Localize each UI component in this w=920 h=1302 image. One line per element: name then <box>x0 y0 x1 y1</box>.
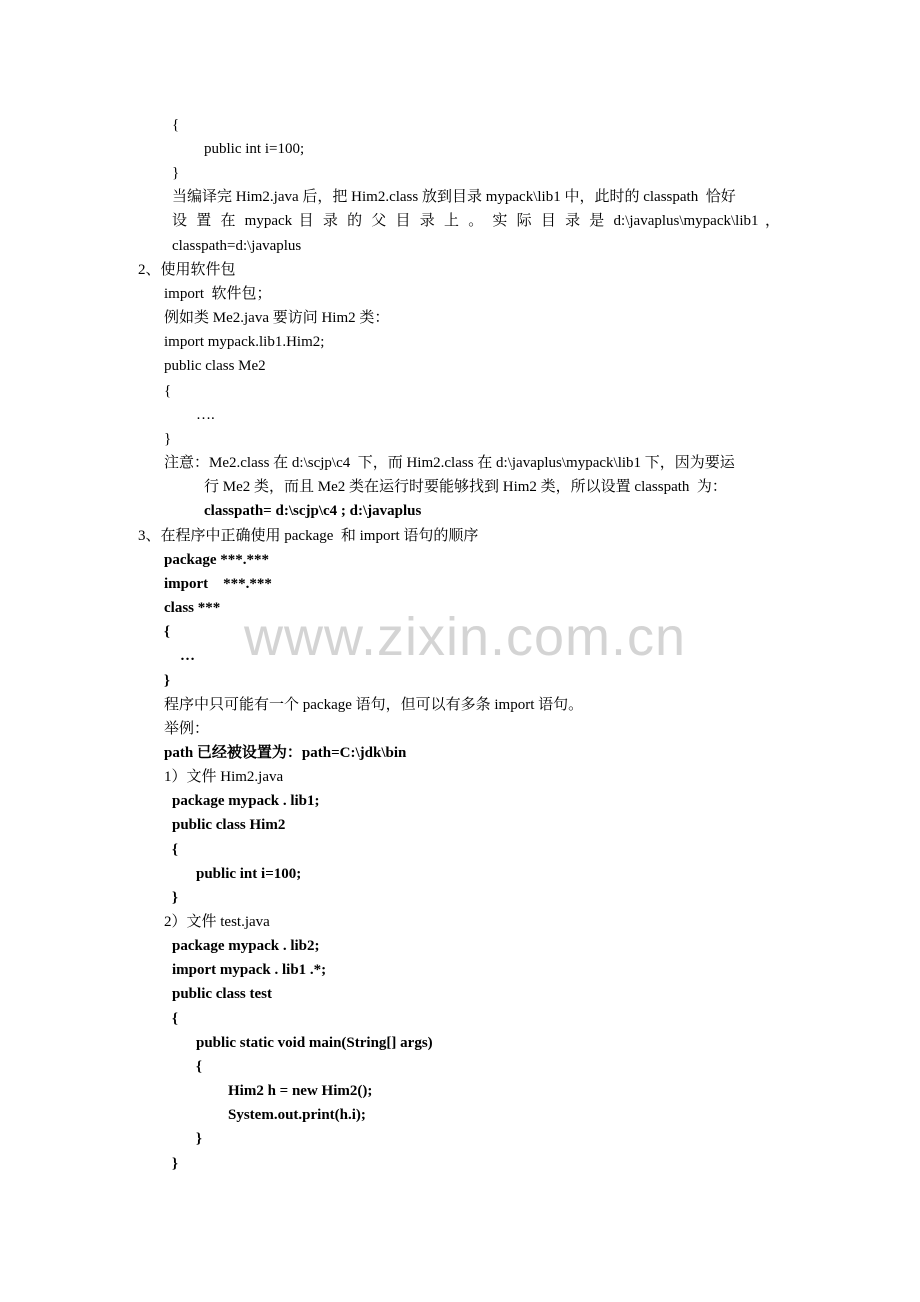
code-brace-open: { <box>172 117 180 133</box>
code-brace-open: { <box>164 383 172 399</box>
code-line: public class Me2 <box>164 358 266 374</box>
note-line: 行 Me2 类，而且 Me2 类在运行时要能够找到 Him2 类，所以设置 classpath 为： <box>204 479 727 495</box>
code-line: import mypack.lib1.Him2; <box>164 334 325 350</box>
code-line: public static void main(String[] args) <box>196 1035 433 1051</box>
code-ellipsis: … <box>180 648 195 664</box>
code-line: package mypack . lib1; <box>172 793 320 809</box>
code-line: package ***.*** <box>164 552 269 568</box>
code-brace-close: } <box>172 165 180 181</box>
code-brace-open: { <box>196 1059 202 1075</box>
code-line: System.out.print(h.i); <box>228 1107 366 1123</box>
code-brace-close: } <box>164 673 170 689</box>
code-line: class *** <box>164 600 221 616</box>
code-brace-open: { <box>172 1011 178 1027</box>
watermark: www.zixin.com.cn <box>243 607 687 667</box>
text-line: 程序中只可能有一个 package 语句，但可以有多条 import 语句。 <box>164 697 584 713</box>
code-line: public class test <box>172 986 273 1002</box>
code-brace-open: { <box>172 842 178 858</box>
paragraph-line-justified: 设 置 在 mypack 目 录 的 父 目 录 上 。 实 际 目 录 是 d:\javaplus\mypack\lib1 ， <box>172 213 780 229</box>
code-brace-close: } <box>172 890 178 906</box>
text-line: 例如类 Me2.java 要访问 Him2 类： <box>164 310 390 326</box>
paragraph-line: classpath=d:\javaplus <box>172 238 302 254</box>
classpath-setting: classpath= d:\scjp\c4 ; d:\javaplus <box>204 503 422 519</box>
path-setting: path 已经被设置为：path=C:\jdk\bin <box>164 745 407 761</box>
code-line: import ***.*** <box>164 576 272 592</box>
code-brace-open: { <box>164 624 170 640</box>
code-line: Him2 h = new Him2(); <box>228 1083 373 1099</box>
code-brace-close: } <box>164 431 172 447</box>
note-line: 注意：Me2.class 在 d:\scjp\c4 下，而 Him2.class 在 d:\javaplus\mypack\lib1 下，因为要运 <box>164 455 735 471</box>
code-line: public class Him2 <box>172 817 286 833</box>
paragraph-line: 当编译完 Him2.java 后，把 Him2.class 放到目录 mypack\lib1 中，此时的 classpath 恰好 <box>172 189 736 205</box>
code-field-declaration: public int i=100; <box>204 141 305 157</box>
text-line: import 软件包； <box>164 286 272 302</box>
section-heading-3: 3、在程序中正确使用 package 和 import 语句的顺序 <box>138 528 479 544</box>
code-line: public int i=100; <box>196 866 302 882</box>
code-brace-close: } <box>172 1156 178 1172</box>
file-heading: 1）文件 Him2.java <box>164 769 284 785</box>
code-brace-close: } <box>196 1131 202 1147</box>
text-line: 举例： <box>164 721 210 737</box>
file-heading: 2）文件 test.java <box>164 914 270 930</box>
section-heading-2: 2、使用软件包 <box>138 262 236 278</box>
code-ellipsis: …. <box>196 407 215 423</box>
code-line: package mypack . lib2; <box>172 938 320 954</box>
code-line: import mypack . lib1 .*; <box>172 962 327 978</box>
